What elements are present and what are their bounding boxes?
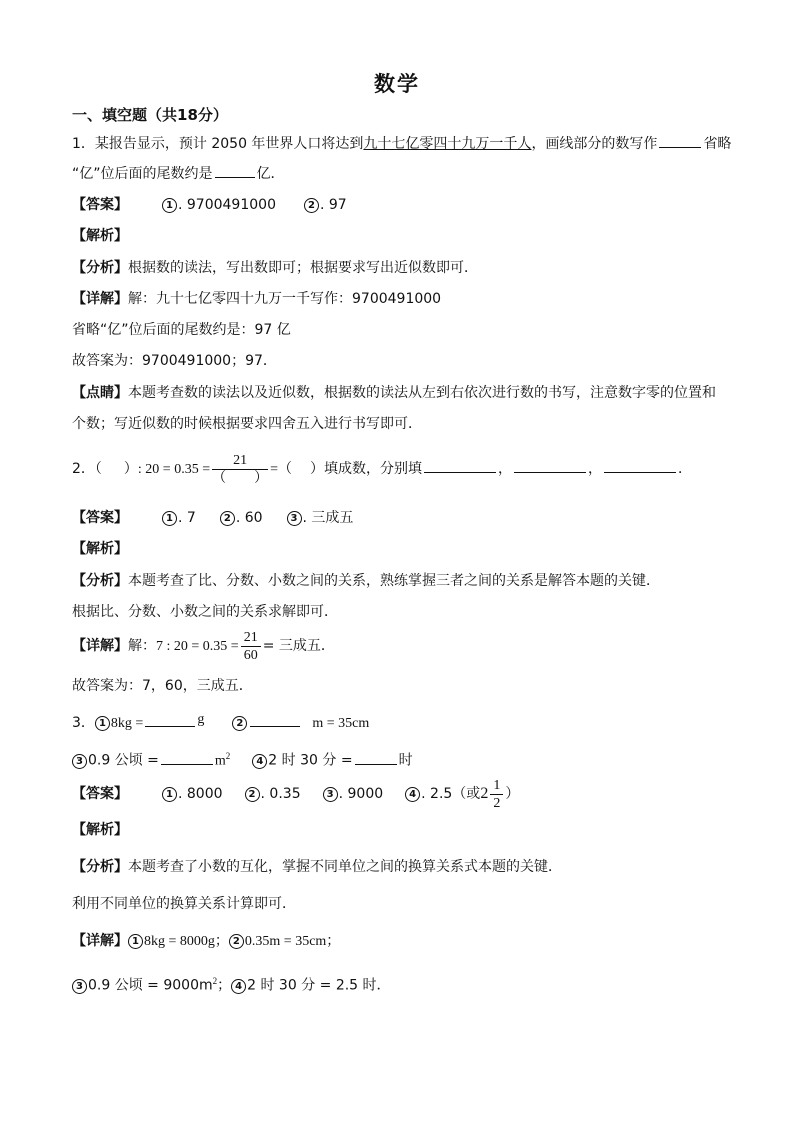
frac-den: 60 — [243, 647, 258, 663]
q1-text-d: “亿”位后面的尾数约是 — [72, 166, 213, 182]
q1-text-c: 省略 — [703, 136, 732, 152]
xj-step: 0.35m = 35cm — [244, 934, 327, 949]
fx-tag: 【分析】 — [72, 260, 128, 276]
q3-part: 2 时 30 分 = — [268, 752, 353, 769]
separator: ； — [217, 977, 232, 994]
q1-answer — [72, 195, 347, 215]
answer-value: . 三成五 — [302, 510, 354, 526]
q3-detail — [72, 931, 340, 952]
period: ． — [678, 461, 693, 477]
xj-text: 解： — [128, 638, 156, 654]
circled-3: 3 — [323, 787, 338, 802]
fx-tag: 【分析】 — [72, 573, 128, 589]
separator: ； — [326, 933, 341, 949]
circled-1: 1 — [162, 198, 177, 213]
circled-1: 1 — [95, 716, 110, 731]
circled-4: 4 — [252, 754, 267, 769]
xj-expr: 7 : 20 = 0.35 = — [156, 639, 239, 654]
circled-3: 3 — [72, 979, 87, 994]
circled-2: 2 — [229, 934, 244, 949]
q3-blank-2[interactable] — [250, 712, 300, 727]
fx-text: 本题考查了比、分数、小数之间的关系，熟练掌握三者之间的关系是解答本题的关键． — [128, 573, 660, 589]
fx-text: 本题考查了小数的互化，掌握不同单位之间的换算关系式本题的关键． — [128, 859, 562, 875]
answer-tag: 【答案】 — [72, 197, 128, 213]
q3-line-1 — [72, 710, 369, 734]
q2-blank-1[interactable] — [424, 458, 496, 473]
q3-line-2 — [72, 746, 413, 772]
q2-number: 2． — [72, 461, 95, 477]
comma: ， — [498, 461, 513, 477]
analysis-tag: 【解析】 — [72, 228, 128, 244]
answer-value: . 9700491000 — [178, 197, 276, 213]
q3-part: 8kg = — [110, 716, 144, 731]
xj-step: 2 时 30 分 = 2.5 时． — [247, 977, 391, 994]
answer-value: . 60 — [235, 510, 263, 526]
xj-text: 解：九十七亿零四十九万一千写作：9700491000 — [128, 291, 442, 307]
circled-2: 2 — [220, 511, 235, 526]
q1-text: 1．某报告显示，预计 2050 年世界人口将达到 — [72, 136, 364, 152]
circled-1: 1 — [162, 511, 177, 526]
q3-part: 0.9 公顷 = — [88, 752, 159, 769]
separator: ； — [214, 933, 229, 949]
circled-1: 1 — [162, 787, 177, 802]
frac-num: 21 — [241, 629, 261, 647]
fx-tag: 【分析】 — [72, 859, 128, 875]
paren: ） — [123, 461, 138, 477]
circled-3: 3 — [287, 511, 302, 526]
q1-text-e: 亿． — [256, 166, 285, 182]
q2-eq: =（ — [270, 462, 293, 477]
q3-part: m = 35cm — [312, 716, 370, 731]
q1-analysis — [72, 258, 478, 278]
q2-expr: : 20 = 0.35 = — [137, 462, 211, 477]
q2-solve: 根据比、分数、小数之间的关系求解即可． — [72, 604, 338, 620]
answer-value: . 9000 — [338, 786, 384, 802]
paren: ） — [505, 786, 520, 802]
q3-analysis — [72, 857, 562, 877]
frac-num: 1 — [490, 777, 503, 795]
q2-blank-2[interactable] — [514, 458, 586, 473]
q1-note-2: 个数；写近似数的时候根据要求四舍五入进行书写即可． — [72, 416, 422, 432]
unit: g — [197, 712, 205, 727]
answer-tag: 【答案】 — [72, 786, 128, 802]
frac-den: （ ） — [212, 470, 269, 486]
circled-3: 3 — [72, 754, 87, 769]
q1-result: 故答案为：9700491000；97． — [72, 353, 277, 369]
unit: m — [214, 753, 226, 769]
analysis-tag: 【解析】 — [72, 822, 128, 838]
mixed-whole: 2 — [480, 785, 489, 802]
q1-detail — [72, 289, 441, 309]
frac-den: 2 — [493, 795, 501, 811]
comma: ， — [588, 461, 603, 477]
circled-4: 4 — [231, 979, 246, 994]
q1-text-b: ，画线部分的数写作 — [531, 136, 658, 152]
q1-blank-2[interactable] — [215, 163, 255, 178]
q1-line-1 — [72, 133, 731, 154]
xj-step: 0.9 公顷 = 9000m — [88, 977, 213, 994]
dj-text: 本题考查数的读法以及近似数，根据数的读法从左到右依次进行数的书写，注意数字零的位置和 — [128, 385, 716, 401]
paren: ） — [310, 461, 325, 477]
q2-result: 故答案为：7，60，三成五． — [72, 678, 253, 694]
xj-fraction — [241, 629, 261, 664]
answer-value: . 0.35 — [260, 786, 301, 802]
circled-2: 2 — [232, 716, 247, 731]
q3-use: 利用不同单位的换算关系计算即可． — [72, 896, 296, 912]
xj-tag: 【详解】 — [72, 933, 128, 949]
answer-value: . 97 — [319, 197, 347, 213]
answer-value: . 2.5（或 — [421, 786, 481, 802]
xj-result: = 三成五． — [262, 638, 335, 654]
superscript: 2 — [212, 976, 218, 986]
circled-2: 2 — [245, 787, 260, 802]
q1-line-2 — [72, 163, 285, 184]
dj-tag: 【点睛】 — [72, 385, 128, 401]
mixed-fraction — [490, 777, 503, 812]
paren: （ — [94, 461, 102, 477]
q2-detail — [72, 627, 335, 666]
page-title: 数学 — [374, 72, 420, 96]
q3-blank-1[interactable] — [145, 712, 195, 727]
q2-analysis — [72, 571, 660, 591]
q2-blank-3[interactable] — [604, 458, 676, 473]
frac-num: 21 — [212, 452, 268, 470]
q1-omit-line: 省略“亿”位后面的尾数约是：97 亿 — [72, 322, 291, 338]
answer-value: . 7 — [178, 510, 196, 526]
answer-value: . 8000 — [178, 786, 223, 802]
q1-blank-1[interactable] — [659, 133, 701, 148]
q2-text: 填成数，分别填 — [324, 461, 423, 477]
superscript: 2 — [225, 751, 231, 761]
xj-tag: 【详解】 — [72, 638, 128, 654]
circled-1: 1 — [128, 934, 143, 949]
xj-step: 8kg = 8000g — [144, 934, 215, 949]
circled-4: 4 — [405, 787, 420, 802]
q3-blank-4[interactable] — [355, 750, 397, 765]
q2-line — [72, 450, 692, 489]
q2-fraction — [212, 452, 268, 487]
section-heading: 一、填空题（共18分） — [72, 106, 228, 124]
q1-note-1 — [72, 383, 716, 403]
q1-underlined: 九十七亿零四十九万一千人 — [363, 136, 532, 152]
q3-detail-2 — [72, 971, 391, 996]
q2-answer — [72, 508, 353, 528]
circled-2: 2 — [304, 198, 319, 213]
unit: 时 — [398, 752, 413, 769]
q3-blank-3[interactable] — [161, 750, 213, 765]
fx-text: 根据数的读法，写出数即可；根据要求写出近似数即可． — [128, 260, 478, 276]
analysis-tag: 【解析】 — [72, 541, 128, 557]
xj-tag: 【详解】 — [72, 291, 128, 307]
q3-answer — [72, 775, 519, 813]
answer-tag: 【答案】 — [72, 510, 128, 526]
q3-number: 3． — [72, 715, 95, 731]
